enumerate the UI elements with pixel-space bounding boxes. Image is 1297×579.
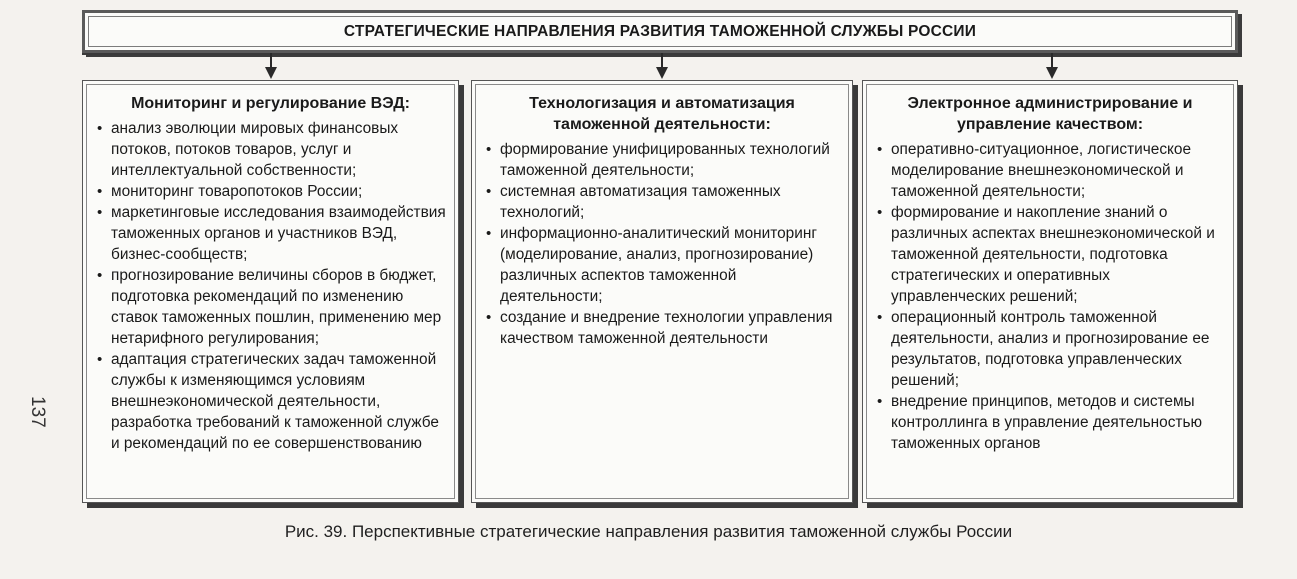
arrow-down-icon [264,53,278,79]
list-item: • информационно-аналитический мониторинг (моделирование, анализ, прогнозирование) различных аспектов таможенной деятельности; [484,223,840,307]
column-heading: Электронное администрирование и управление качеством: [907,95,1193,133]
bullet-list [875,139,1225,454]
list-item: • анализ эволюции мировых финансовых потоков, потоков товаров, услуг и интеллектуальной собственности; [95,118,446,181]
diagram-title: СТРАТЕГИЧЕСКИЕ НАПРАВЛЕНИЯ РАЗВИТИЯ ТАМОЖЕННОЙ СЛУЖБЫ РОССИИ [88,16,1232,47]
diagram-title-box [82,10,1238,53]
bullet-list [95,118,446,454]
list-item: • формирование унифицированных технологий таможенной деятельности; [484,139,840,181]
bullet-list [484,139,840,349]
column-monitoring-regulation [82,80,459,503]
column-electronic-administration [862,80,1238,503]
list-item: • создание и внедрение технологии управления качеством таможенной деятельности [484,307,840,349]
list-item: • системная автоматизация таможенных технологий; [484,181,840,223]
arrow-down-icon [1045,53,1059,79]
column-heading: Технологизация и автоматизация таможенной деятельности: [529,95,795,133]
list-item: • прогнозирование величины сборов в бюджет, подготовка рекомендаций по изменению ставок таможенных пошлин, применению мер нетарифного регулирования; [95,265,446,349]
list-item: • адаптация стратегических задач таможенной службы к изменяющимся условиям внешнеэкономической деятельности, разработка требований к таможенной службе и рекомендаций по ее совершенствованию [95,349,446,454]
list-item: • формирование и накопление знаний о различных аспектах внешнеэкономической и таможенной деятельности, подготовка стратегических и оперативных управленческих решений; [875,202,1225,307]
list-item: • оперативно-ситуационное, логистическое моделирование внешнеэкономической и таможенной деятельности; [875,139,1225,202]
column-technologization-automation [471,80,853,503]
arrow-down-icon [655,53,669,79]
list-item: • мониторинг товаропотоков России; [95,181,446,202]
list-item: • операционный контроль таможенной деятельности, анализ и прогнозирование ее результатов, подготовка управленческих решений; [875,307,1225,391]
page-number: 137 [27,396,48,428]
figure-caption: Рис. 39. Перспективные стратегические направления развития таможенной службы России [284,522,1013,541]
column-heading: Мониторинг и регулирование ВЭД: [131,95,410,112]
list-item: • внедрение принципов, методов и системы контроллинга в управление деятельностью таможенных органов [875,391,1225,454]
list-item: • маркетинговые исследования взаимодействия таможенных органов и участников ВЭД, бизнес-сообществ; [95,202,446,265]
